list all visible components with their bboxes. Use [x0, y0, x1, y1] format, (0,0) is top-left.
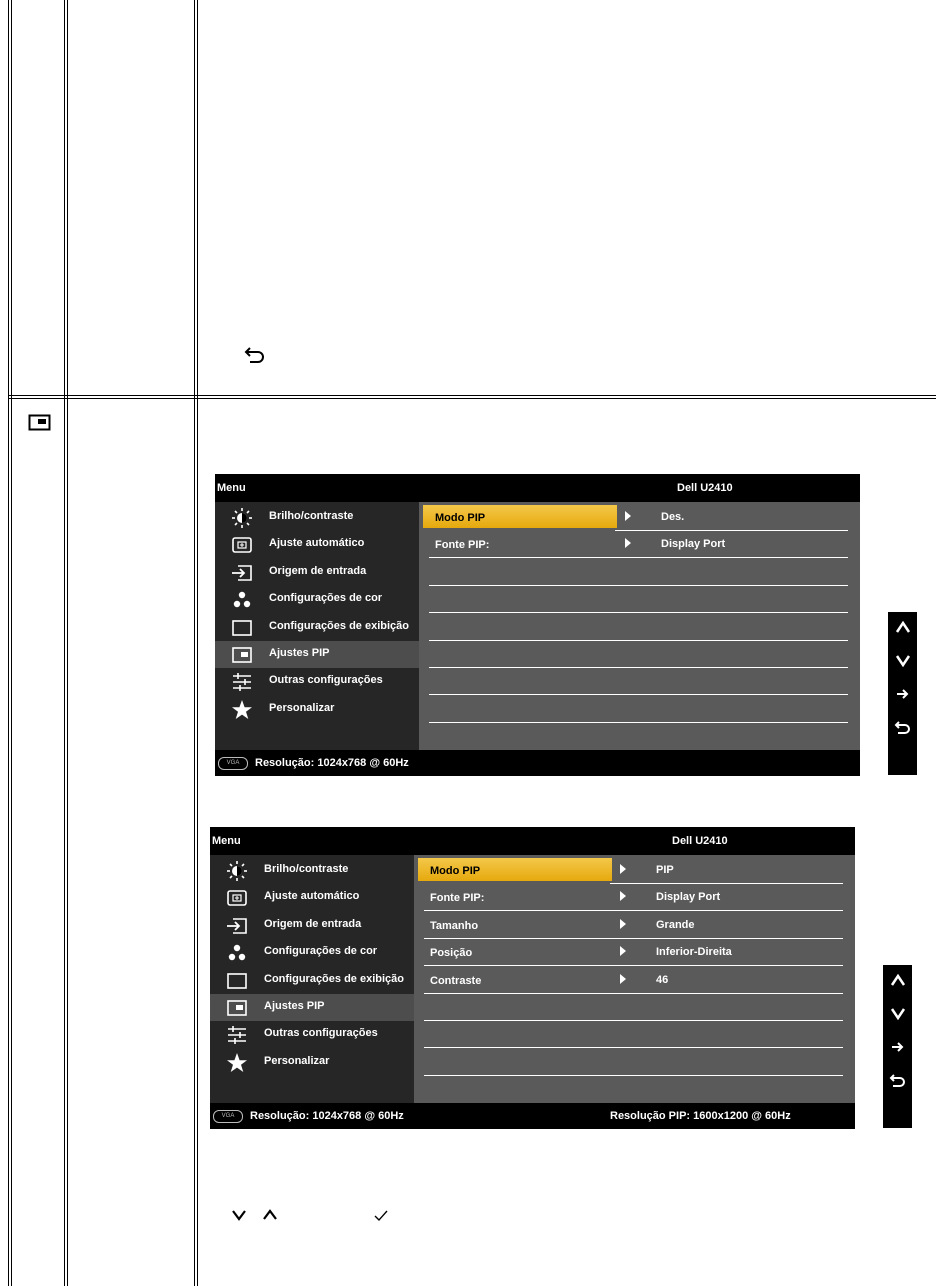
osd-title-bar — [210, 827, 855, 855]
osd-menu-item-label: Brilho/contraste — [264, 863, 349, 875]
osd-menu-item-label: Ajuste automático — [264, 890, 360, 903]
osd-menu-item-label: Outras configurações — [269, 674, 383, 687]
osd-menu-item-label: Brilho/contraste — [269, 510, 354, 522]
osd-option-row[interactable] — [424, 939, 843, 966]
resolution-text: Resolução: 1024x768 @ 60Hz — [250, 1110, 404, 1122]
back-button[interactable] — [888, 718, 917, 750]
osd-menu-item-label: Personalizar — [264, 1054, 330, 1067]
osd-menu-item-label: Origem de entrada — [269, 564, 367, 577]
enter-button[interactable] — [883, 1037, 912, 1071]
osd-option-row[interactable] — [429, 559, 848, 586]
vga-input-icon: VGA — [213, 1110, 243, 1123]
osd-option-value: Inferior-Direita — [656, 946, 732, 959]
osd-option-row[interactable] — [424, 912, 843, 939]
option-divider — [429, 722, 848, 723]
color-dots-icon — [226, 943, 248, 963]
osd-menu-item[interactable] — [215, 614, 419, 641]
osd-submenu — [414, 855, 855, 1103]
osd-menu-item[interactable] — [210, 1021, 414, 1048]
osd-option-row[interactable] — [429, 668, 848, 695]
osd-menu-item-label: Ajustes PIP — [269, 647, 330, 659]
osd-menu-item-label: Personalizar — [269, 701, 335, 714]
star-icon — [226, 1053, 248, 1073]
table-row-divider-b — [8, 398, 936, 399]
osd-menu-item-label: Configurações de exibição — [269, 619, 409, 632]
arrow-right-icon — [620, 946, 626, 956]
arrow-right-icon — [625, 538, 631, 548]
osd-model-name: Dell U2410 — [672, 835, 728, 847]
arrow-right-icon — [620, 891, 626, 901]
osd-menu-item[interactable] — [210, 884, 414, 911]
down-button[interactable] — [883, 1003, 912, 1037]
osd-title-bar — [215, 474, 860, 502]
osd-option-value: 46 — [656, 973, 669, 986]
arrow-right-icon — [620, 974, 626, 984]
osd-menu-item[interactable] — [215, 668, 419, 695]
osd-option-row[interactable] — [429, 614, 848, 641]
pip-window-icon — [231, 645, 253, 665]
osd-option-row[interactable] — [424, 857, 843, 884]
osd-button-bar — [888, 612, 917, 775]
osd-option-value: Grande — [656, 918, 695, 931]
osd-menu-item[interactable] — [215, 641, 419, 668]
osd-menu-pip-on — [210, 827, 855, 1129]
osd-option-label: Posição — [430, 947, 473, 960]
back-button[interactable] — [883, 1071, 912, 1103]
osd-option-label: Modo PIP — [430, 865, 481, 877]
osd-menu-item-label: Outras configurações — [264, 1027, 378, 1040]
table-col2-divider-b — [197, 0, 198, 1286]
down-button[interactable] — [888, 650, 917, 684]
auto-adjust-icon — [231, 535, 253, 555]
osd-menu-item-label: Configurações de cor — [264, 945, 378, 958]
osd-title: Menu — [217, 482, 246, 494]
sun-icon — [226, 861, 248, 881]
input-source-icon — [226, 916, 248, 936]
osd-option-value: Des. — [661, 511, 685, 523]
osd-menu-item[interactable] — [210, 994, 414, 1021]
up-button[interactable] — [888, 612, 917, 650]
input-source-icon — [231, 563, 253, 583]
osd-option-row[interactable] — [429, 586, 848, 613]
sun-icon — [231, 508, 253, 528]
arrow-right-icon — [620, 864, 626, 874]
display-rect-icon — [226, 971, 248, 991]
pip-window-icon — [226, 998, 248, 1018]
pip-resolution-text: Resolução PIP: 1600x1200 @ 60Hz — [610, 1110, 791, 1122]
osd-menu-item[interactable] — [210, 1049, 414, 1076]
chevron-down-icon — [231, 1208, 247, 1222]
display-rect-icon — [231, 618, 253, 638]
osd-menu-item-label: Configurações de cor — [269, 592, 383, 605]
table-col1-divider-b — [67, 0, 68, 1286]
osd-option-value: PIP — [656, 864, 674, 876]
star-icon — [231, 700, 253, 720]
osd-menu-item[interactable] — [215, 586, 419, 613]
pip-window-icon — [28, 414, 52, 432]
osd-main-menu — [210, 855, 414, 1103]
osd-menu-item[interactable] — [210, 939, 414, 966]
osd-menu-item[interactable] — [215, 696, 419, 723]
osd-option-row[interactable] — [424, 884, 843, 911]
osd-option-label: Fonte PIP: — [430, 892, 485, 905]
resolution-text: Resolução: 1024x768 @ 60Hz — [255, 757, 409, 769]
osd-menu-item-label: Configurações de exibição — [264, 972, 404, 985]
table-row-divider-a — [8, 395, 936, 396]
osd-option-row[interactable] — [424, 1049, 843, 1076]
osd-menu-item[interactable] — [210, 857, 414, 884]
vga-input-icon: VGA — [218, 757, 248, 770]
osd-menu-item[interactable] — [215, 531, 419, 558]
osd-option-row[interactable] — [424, 1021, 843, 1048]
osd-menu-item[interactable] — [210, 912, 414, 939]
osd-option-row[interactable] — [424, 967, 843, 994]
osd-option-value: Display Port — [661, 538, 726, 551]
osd-footer — [210, 1103, 855, 1129]
osd-option-row[interactable] — [429, 641, 848, 668]
osd-option-row[interactable] — [429, 696, 848, 723]
osd-option-row[interactable] — [429, 504, 848, 531]
enter-button[interactable] — [888, 684, 917, 718]
color-dots-icon — [231, 590, 253, 610]
auto-adjust-icon — [226, 888, 248, 908]
osd-title: Menu — [212, 835, 241, 847]
osd-menu-item-label: Origem de entrada — [264, 917, 362, 930]
sliders-icon — [226, 1025, 248, 1045]
osd-menu-item-label: Ajuste automático — [269, 537, 365, 550]
table-col1-divider-a — [64, 0, 65, 1286]
chevron-up-icon — [262, 1208, 278, 1222]
table-border-left-inner — [11, 0, 12, 1286]
sliders-icon — [231, 672, 253, 692]
osd-option-value: Display Port — [656, 891, 721, 904]
table-border-left-outer — [8, 0, 9, 1286]
osd-option-row[interactable] — [424, 994, 843, 1021]
arrow-right-icon — [620, 919, 626, 929]
option-divider — [424, 1075, 843, 1076]
osd-button-bar — [883, 965, 912, 1128]
osd-option-label: Fonte PIP: — [435, 539, 490, 552]
return-arrow-icon — [244, 345, 266, 365]
osd-main-menu — [215, 502, 419, 750]
up-button[interactable] — [883, 965, 912, 1003]
osd-option-label: Contraste — [430, 974, 482, 987]
osd-menu-item[interactable] — [215, 559, 419, 586]
table-col2-divider-a — [194, 0, 195, 1286]
osd-option-row[interactable] — [429, 531, 848, 558]
osd-model-name: Dell U2410 — [677, 482, 733, 494]
check-icon — [374, 1209, 388, 1221]
osd-option-label: Tamanho — [430, 919, 479, 932]
osd-option-label: Modo PIP — [435, 512, 486, 524]
osd-menu-pip-off — [215, 474, 860, 776]
osd-submenu — [419, 502, 860, 750]
osd-menu-item[interactable] — [210, 967, 414, 994]
arrow-right-icon — [625, 511, 631, 521]
osd-footer — [215, 750, 860, 776]
osd-menu-item[interactable] — [215, 504, 419, 531]
osd-menu-item-label: Ajustes PIP — [264, 1000, 325, 1012]
